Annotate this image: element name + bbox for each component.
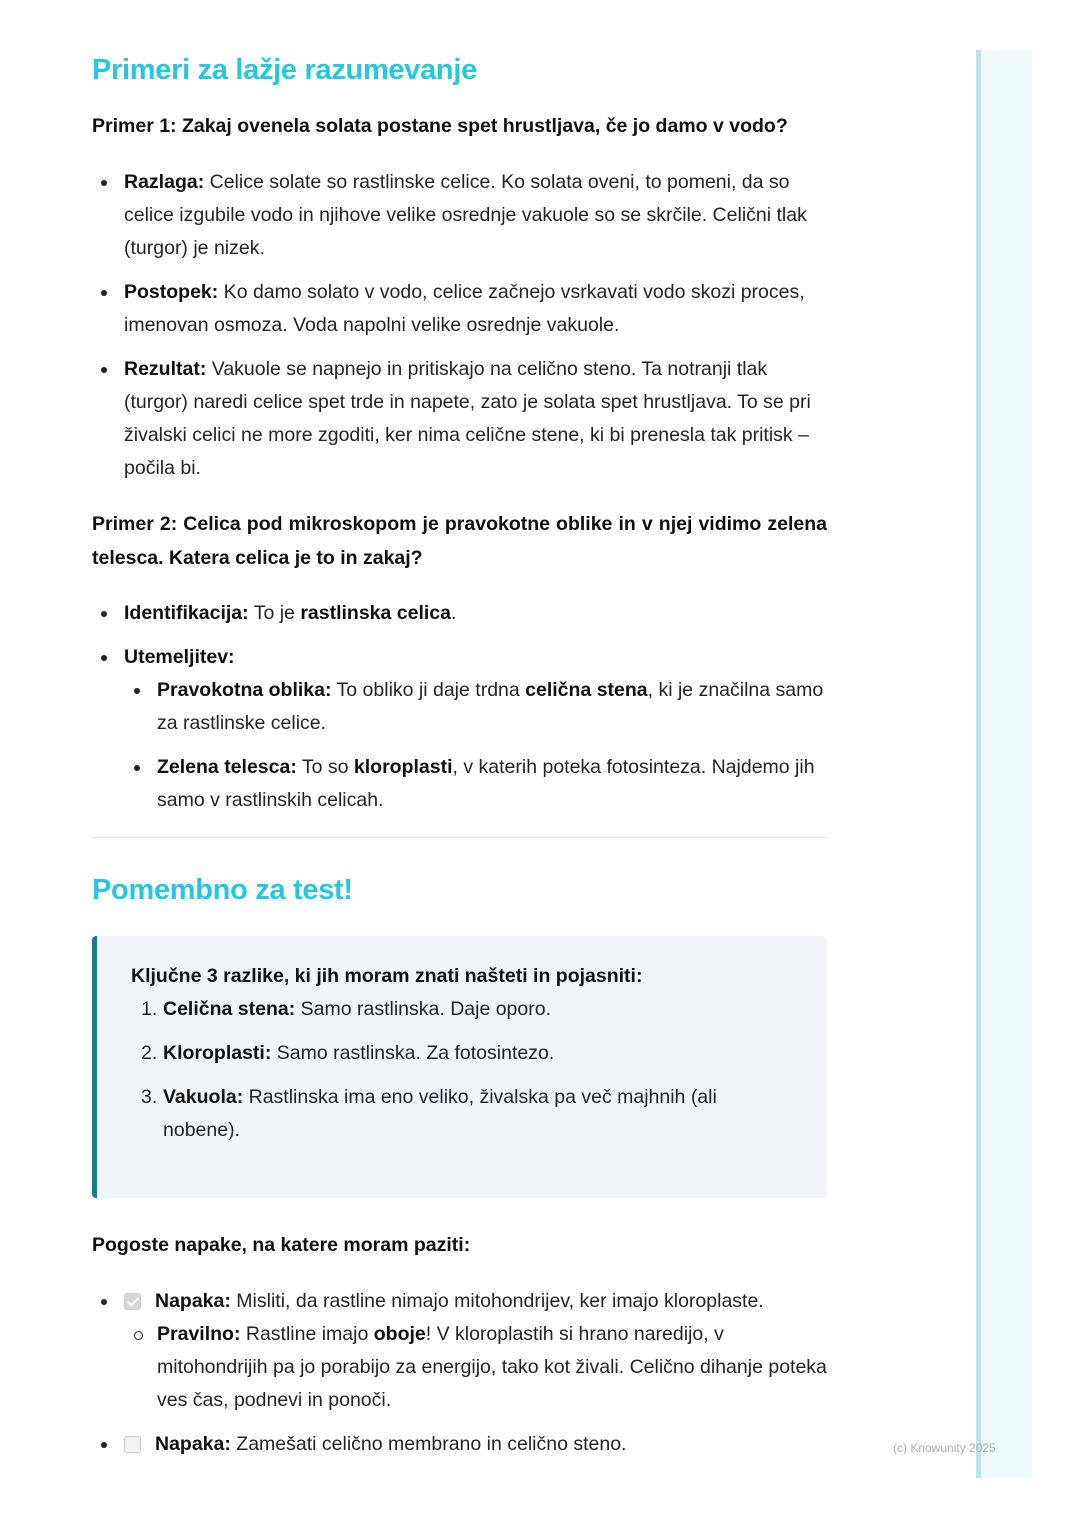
text: To obliko ji daje trdna <box>331 679 526 701</box>
text: Ko damo solato v vodo, celice začnejo vsrkavati vodo skozi proces, imenovan osmoza. Voda napolni velike osrednje vakuole. <box>124 281 805 336</box>
text: 3. <box>141 1086 158 1108</box>
text: To je <box>248 602 301 624</box>
list-item <box>141 1081 793 1147</box>
bold-text: Napaka: <box>155 1433 231 1455</box>
text: Rastline imajo <box>240 1323 374 1345</box>
mistakes-list <box>92 1285 827 1461</box>
text: ! V kloroplastih si hrano naredijo, v mitohondrijih pa jo porabijo za energijo, tako kot živali. Celično dihanje poteka ves čas, podnevi in ponoči. <box>157 1323 827 1411</box>
list-item <box>124 1318 827 1417</box>
list-item <box>92 641 827 817</box>
question-1: Primer 1: Zakaj ovenela solata postane spet hrustljava, če jo damo v vodo? <box>92 115 788 137</box>
text: . <box>451 602 457 624</box>
question-2: Primer 2: Celica pod mikroskopom je pravokotne oblike in v njej vidimo zelena telesca. Katera celica je to in zakaj? <box>92 513 827 569</box>
list-item <box>92 1428 827 1461</box>
text: Misliti, da rastline nimajo mitohondrijev, ker imajo kloroplaste. <box>230 1290 764 1312</box>
bold-text: oboje <box>373 1323 426 1345</box>
bold-text: Postopek: <box>124 281 219 303</box>
bold-text: kloroplasti <box>353 756 453 778</box>
list-item <box>141 993 793 1026</box>
mistakes-title: Pogoste napake, na katere moram paziti: <box>92 1234 471 1256</box>
checkbox-checked[interactable] <box>124 1293 141 1310</box>
text: 2. <box>141 1042 158 1064</box>
bold-text: Napaka: <box>155 1290 231 1312</box>
list-item <box>92 353 827 485</box>
bold-text: Celična stena: <box>163 998 296 1020</box>
bold-text: Kloroplasti: <box>163 1042 272 1064</box>
key-differences-callout <box>92 936 827 1198</box>
watermark: (c) Knowunity 2025 <box>893 1441 996 1455</box>
list-item <box>124 674 827 740</box>
text: Celice solate so rastlinske celice. Ko solata oveni, to pomeni, da so celice izgubile vodo in njihove velike osrednje vakuole so se skrčile. Celični tlak (turgor) je nizek. <box>124 171 807 259</box>
side-panel <box>976 50 1032 1478</box>
q2-list <box>92 597 827 817</box>
list-item <box>141 1037 793 1070</box>
bold-text: Identifikacija: <box>124 602 249 624</box>
list-item <box>92 597 827 630</box>
q1-list <box>92 166 827 485</box>
text: Zamešati celično membrano in celično steno. <box>230 1433 627 1455</box>
bold-text: Pravokotna oblika: <box>157 679 332 701</box>
bold-text: rastlinska celica <box>300 602 451 624</box>
bold-text: Razlaga: <box>124 171 205 193</box>
bold-text: Utemeljitev: <box>124 646 235 668</box>
bold-text: Rezultat: <box>124 358 207 380</box>
text: , ki je značilna samo za rastlinske celice. <box>157 679 824 734</box>
checkbox-unchecked[interactable] <box>124 1436 141 1453</box>
list-item <box>92 166 827 265</box>
list-item <box>124 751 827 817</box>
text: Samo rastlinska. Daje oporo. <box>295 998 552 1020</box>
text: , v katerih poteka fotosinteza. Najdemo jih samo v rastlinskih celicah. <box>157 756 815 811</box>
section-title-test: Pomembno za test! <box>92 874 353 906</box>
callout-title: Ključne 3 razlike, ki jih moram znati našteti in pojasniti: <box>131 965 643 987</box>
document-content <box>92 0 827 1472</box>
differences-list <box>131 993 793 1147</box>
list-item <box>92 1285 827 1417</box>
bold-text: Zelena telesca: <box>157 756 297 778</box>
bold-text: Pravilno: <box>157 1323 241 1345</box>
text: Vakuole se napnejo in pritiskajo na celično steno. Ta notranji tlak (turgor) naredi celice spet trde in napete, zato je solata spet hrustljava. To se pri živalski celici ne more zgoditi, ker nima celične stene, ki bi prenesla tak pritisk – počila bi. <box>124 358 811 479</box>
bold-text: Vakuola: <box>163 1086 244 1108</box>
bold-text: celična stena <box>525 679 648 701</box>
list-item <box>92 276 827 342</box>
text: Samo rastlinska. Za fotosintezo. <box>271 1042 555 1064</box>
text: Rastlinska ima eno veliko, živalska pa več majhnih (ali nobene). <box>163 1086 717 1141</box>
text: 1. <box>141 998 158 1020</box>
text: To so <box>296 756 354 778</box>
divider <box>92 837 827 838</box>
section-title-examples: Primeri za lažje razumevanje <box>92 54 477 86</box>
